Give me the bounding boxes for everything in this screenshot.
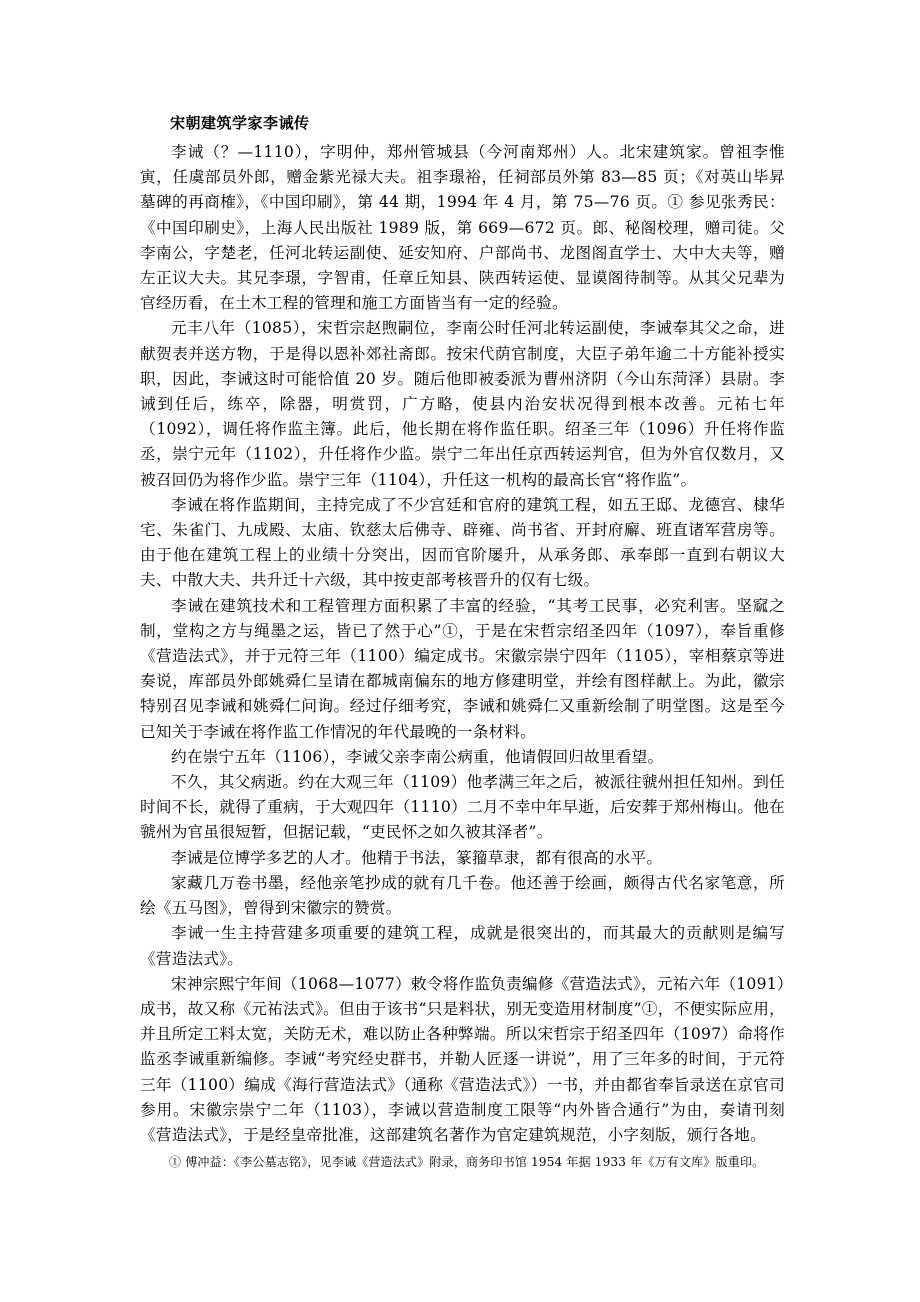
paragraph-1: 李诫（？—1110），字明仲，郑州管城县（今河南郑州）人。北宋建筑家。曾祖李惟寅，任虞部员外郎，赠金紫光禄大夫。祖李璟裕，任祠部员外第 83—85 页；《对英山毕昇墓碑的再商榷》，《中国印刷》，第 44 期，1994 年 4 月，第 75—76 页。① 参见张秀民：《中国印刷史》，上海人民出版社 1989 版，第 669—672 页。郎、秘阁校理，赠司徒。父李南公，字楚老，任河北转运副使、延安知府、户部尚书、龙图阁直学士、大中大夫等，赠左正议大夫。其兄李璟，字智甫，任章丘知县、陕西转运使、显谟阁待制等。从其父兄辈为官经历看，在土木工程的管理和施工方面皆当有一定的经验。 bbox=[140, 143, 785, 313]
paragraph-3: 李诫在将作监期间，主持完成了不少宫廷和官府的建筑工程，如五王邸、龙德宫、棣华宅、朱雀门、九成殿、太庙、钦慈太后佛寺、辟雍、尚书省、开封府廨、班直诸军营房等。由于他在建筑工程上的业绩十分突出，因而官阶屡升，从承务郎、承奉郎一直到右朝议大夫、中散大夫、共升迁十六级，其中按吏部考核晋升的仅有七级。 bbox=[140, 495, 785, 590]
paragraph-5: 约在崇宁五年（1106），李诫父亲李南公病重，他请假回归故里看望。 bbox=[171, 747, 664, 766]
paragraph-7: 李诫是位博学多艺的人才。他精于书法，篆籀草隶，都有很高的水平。 bbox=[171, 848, 663, 867]
document-page bbox=[140, 112, 785, 1173]
paragraph-8: 家藏几万卷书墨，经他亲笔抄成的就有几千卷。他还善于绘画，颇得古代名家笔意，所绘《五马图》，曾得到宋徽宗的赞赏。 bbox=[140, 873, 785, 918]
footnote: ① 傅冲益：《李公墓志铭》，见李诫《营造法式》附录，商务印书馆 1954 年据 1933 年《万有文库》版重印。 bbox=[169, 1155, 765, 1170]
paragraph-10: 宋神宗熙宁年间（1068—1077）敕令将作监负责编修《营造法式》，元祐六年（1091）成书，故又称《元祐法式》。但由于该书“只是料状，别无变造用材制度”①，不便实际应用，并且所定工料太宽，关防无术，难以防止各种弊端。所以宋哲宗于绍圣四年（1097）命将作监丞李诫重新编修。李诫“考究经史群书，并勒人匠逐一讲说”，用了三年多的时间，于元符三年（1100）编成《海行营造法式》（通称《营造法式》）一书，并由都省奉旨录送在京官司参用。宋徽宗崇宁二年（1103），李诫以营造制度工限等“内外皆合通行”为由，奏请刊刻《营造法式》，于是经皇帝批准，这部建筑名著作为官定建筑规范，小字刻版，颁行各地。 bbox=[140, 974, 785, 1144]
document-title: 宋朝建筑学家李诫传 bbox=[170, 114, 310, 132]
paragraph-9: 李诫一生主持营建多项重要的建筑工程，成就是很突出的，而其最大的贡献则是编写《营造法式》。 bbox=[140, 924, 785, 968]
paragraph-6: 不久，其父病逝。约在大观三年（1109）他孝满三年之后，被派往虢州担任知州。到任时间不长，就得了重病，于大观四年（1110）二月不幸中年早逝，后安葬于郑州梅山。他在虢州为官虽很短暂，但据记载，“吏民怀之如久被其泽者”。 bbox=[140, 773, 785, 842]
paragraph-4: 李诫在建筑技术和工程管理方面积累了丰富的经验，“其考工民事，必究利害。坚窳之制，堂构之方与绳墨之运，皆已了然于心”①，于是在宋哲宗绍圣四年（1097），奉旨重修《营造法式》，并于元符三年（1100）编定成书。宋徽宗崇宁四年（1105），宰相蔡京等进奏说，库部员外郎姚舜仁呈请在都城南偏东的地方修建明堂，并绘有图样献上。为此，徽宗特别召见李诫和姚舜仁问询。经过仔细考究，李诫和姚舜仁又重新绘制了明堂图。这是至今已知关于李诫在将作监工作情况的年代最晚的一条材料。 bbox=[140, 596, 785, 741]
paragraph-2: 元丰八年（1085），宋哲宗赵煦嗣位，李南公时任河北转运副使，李诫奉其父之命，进献贺表并送方物，于是得以恩补郊社斋郎。按宋代荫官制度，大臣子弟年逾二十方能补授实职，因此，李诫这时可能恰值 20 岁。随后他即被委派为曹州济阴（今山东菏泽）县尉。李诫到任后，练卒，除器，明赏罚，广方略，使县内治安状况得到根本改善。元祐七年（1092），调任将作监主簿。此后，他长期在将作监任职。绍圣三年（1096）升任将作监丞，崇宁元年（1102），升任将作少监。崇宁二年出任京西转运判官，但为外官仅数月，又被召回仍为将作少监。崇宁三年（1104），升任这一机构的最高长官“将作监”。 bbox=[140, 319, 785, 489]
